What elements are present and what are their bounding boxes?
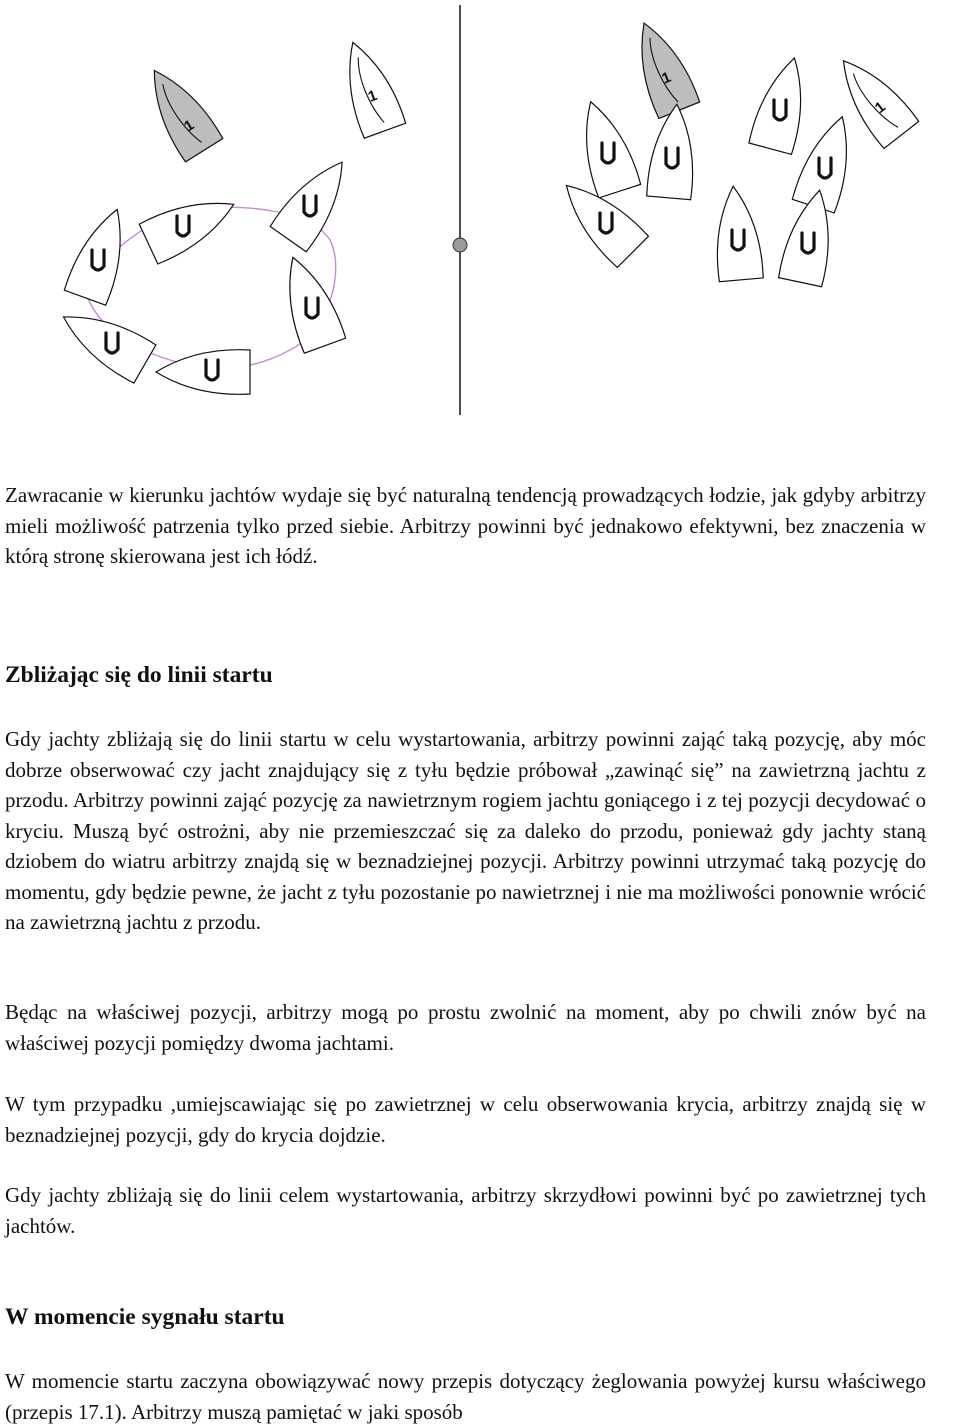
right-panel [551, 15, 919, 287]
umpire-boat-r6 [711, 184, 764, 282]
umpire-boat-u6 [156, 350, 250, 395]
paragraph-intro: Zawracanie w kierunku jachtów wydaje się być naturalną tendencją prowadzących łodzie, jak gdyby arbitrzy mieli możliwość patrzenia tylko przed siebie. Arbitrzy powinni być jednakowo efektywni, bez znaczenia w którą stronę skierowana jest ich łódź. [5, 483, 926, 568]
paragraph-leeward-position: W tym przypadku ,umiejscawiając się po zawietrznej w celu obserwowania krycia, arbitrzy znajdą się w beznadziejnej pozycji, gdy do krycia dojdzie. [5, 1092, 926, 1147]
boat-1-shaded-right [623, 15, 700, 119]
umpire-boat-r4 [792, 110, 863, 213]
umpire-boat-r3 [646, 102, 699, 200]
umpire-boat-u2 [139, 184, 243, 264]
heading-start-signal: W momencie sygnału startu [5, 1304, 285, 1330]
svg-text:1: 1 [181, 116, 198, 136]
umpire-boat-u3 [64, 202, 138, 306]
paragraph-approaching-start: Gdy jachty zbliżają się do linii startu w celu wystartowania, arbitrzy powinni zająć taką pozycję, aby móc dobrze obserwować czy jacht znajdujący się z tyłu będzie próbował „zawinąć się” na zawietrzną jachtu z przodu. Arbitrzy powinni zająć pozycję za nawietrznym rogiem jachtu goniącego i z tej pozycji decydować o kryciu. Muszą być ostrożni, aby nie przemieszczać się za daleko do przodu, ponieważ gdy jachty staną dziobem do wiatru arbitrzy znajdą się w beznadziejnej pozycji. Arbitrzy powinni utrzymać taką pozycję do momentu, gdy będzie pewne, że jacht z tyłu pozostanie po nawietrznej i nie ma możliwości ponownie wrócić na zawietrzną jachtu z przodu. [5, 727, 926, 934]
maneuver-diagram [0, 0, 960, 420]
start-pin [453, 238, 467, 252]
svg-text:1: 1 [871, 98, 889, 117]
boat-1 [332, 35, 406, 139]
paragraph-start-signal: W momencie startu zaczyna obowiązywać nowy przepis dotyczący żeglowania powyżej kursu właściwego (przepis 17.1). Arbitrzy muszą pamiętać w jaki sposób [5, 1369, 926, 1424]
boat-1-shaded [135, 59, 223, 162]
svg-text:1: 1 [365, 86, 380, 106]
umpire-boat-r2 [569, 95, 640, 198]
umpire-boat-u1 [270, 149, 360, 252]
svg-text:1: 1 [659, 68, 674, 88]
umpire-boat-u5 [52, 298, 156, 384]
heading-approaching-start: Zbliżając się do linii startu [5, 662, 273, 688]
paragraph-wing-umpires: Gdy jachty zbliżają się do linii celem wystartowania, arbitrzy skrzydłowi powinni być po zawietrznej tych jachtów. [5, 1183, 926, 1238]
start-line [453, 5, 467, 415]
paragraph-correct-position: Będąc na właściwej pozycji, arbitrzy mogą po prostu zwolnić na moment, aby po chwili znów być na właściwej pozycji pomiędzy dwoma jachtami. [5, 1000, 926, 1055]
umpire-boat-r1 [749, 52, 816, 154]
left-panel [52, 35, 406, 395]
umpire-boat-u4 [272, 250, 346, 354]
